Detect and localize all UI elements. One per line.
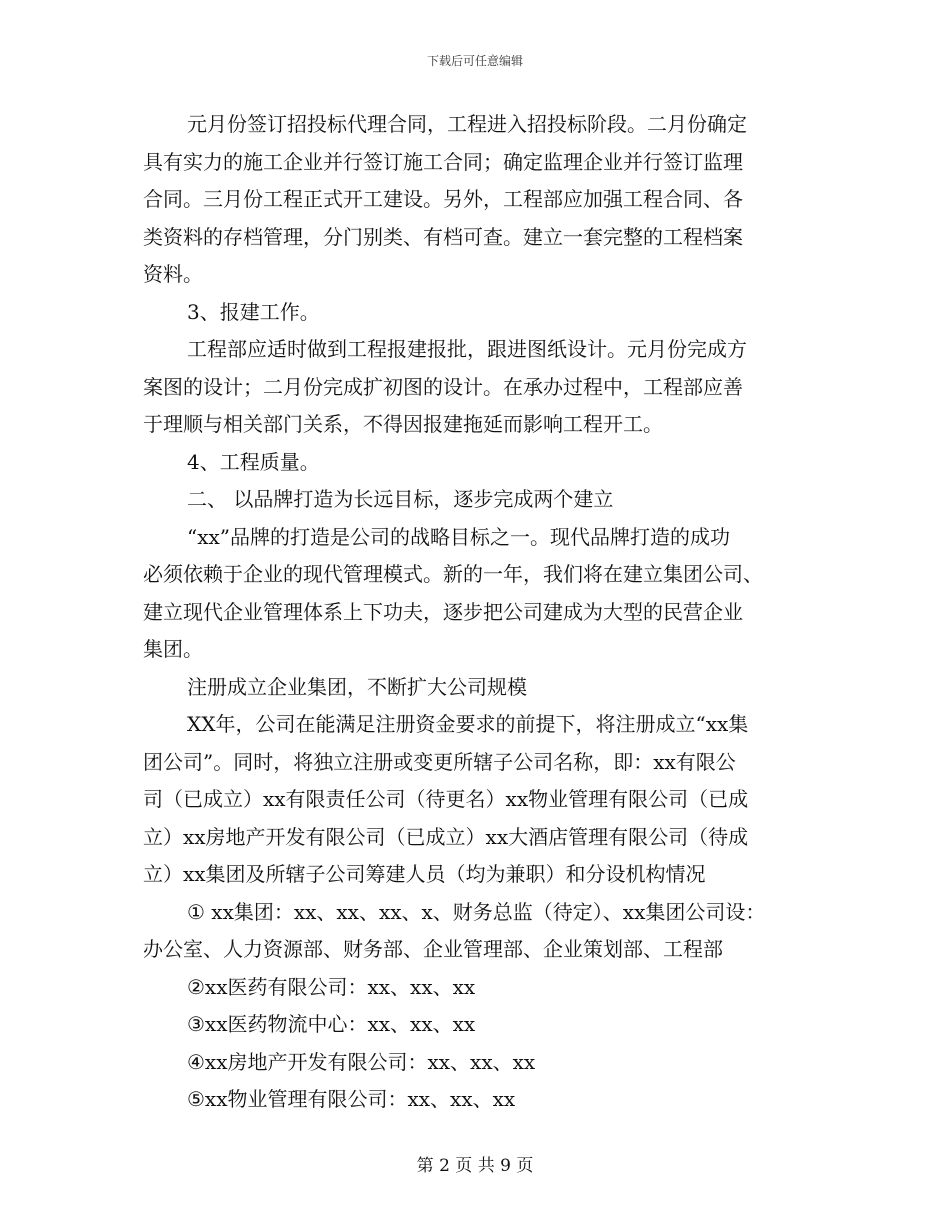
text-line: 于理顺与相关部门关系，不得因报建拖延而影响工程开工。 — [143, 412, 663, 436]
text-line: 团公司”。同时，将独立注册或变更所辖子公司名称，即：xx有限公 — [143, 749, 736, 774]
text-line: 工程部应适时做到工程报建报批，跟进图纸设计。元月份完成方 — [187, 337, 747, 361]
text-line: 集团。 — [143, 637, 203, 661]
text-line: 立）xx房地产开发有限公司（已成立）xx大酒店管理有限公司（待成 — [143, 824, 749, 849]
text-line: 建立现代企业管理体系上下功夫，逐步把公司建成为大型的民营企业 — [143, 599, 743, 624]
text-line: 注册成立企业集团，不断扩大公司规模 — [187, 674, 527, 699]
text-line: 司（已成立）xx有限责任公司（待更名）xx物业管理有限公司（已成 — [143, 787, 749, 811]
text-line: ②xx医药有限公司：xx、xx、xx — [187, 974, 476, 999]
text-line: 资料。 — [143, 262, 203, 286]
text-line: 立）xx集团及所辖子公司筹建人员（均为兼职）和分设机构情况 — [143, 862, 706, 886]
text-line: 办公室、人力资源部、财务部、企业管理部、企业策划部、工程部 — [143, 937, 723, 961]
text-line: 案图的设计；二月份完成扩初图的设计。在承办过程中，工程部应善 — [143, 374, 743, 399]
text-line: ④xx房地产开发有限公司：xx、xx、xx — [187, 1049, 536, 1074]
text-line: 合同。三月份工程正式开工建设。另外，工程部应加强工程合同、各 — [143, 187, 743, 211]
text-line: ① xx集团：xx、xx、xx、x、财务总监（待定）、xx集团公司设： — [187, 899, 766, 924]
text-line: ⑤xx物业管理有限公司：xx、xx、xx — [187, 1087, 516, 1111]
text-line: 必须依赖于企业的现代管理模式。新的一年，我们将在建立集团公司、 — [143, 562, 763, 586]
text-line: 类资料的存档管理，分门别类、有档可查。建立一套完整的工程档案 — [143, 224, 743, 249]
text-line: XX年，公司在能满足注册资金要求的前提下，将注册成立“xx集 — [187, 712, 749, 736]
text-line: 4、工程质量。 — [187, 449, 320, 474]
document-body — [143, 106, 823, 1119]
text-line: “xx”品牌的打造是公司的战略目标之一。现代品牌打造的成功 — [187, 524, 731, 549]
text-line: 3、报建工作。 — [187, 299, 320, 324]
page-header-note: 下载后可任意编辑 — [426, 54, 523, 68]
page-number-footer: 第 2 页 共 9 页 — [416, 1156, 534, 1176]
text-line: 具有实力的施工企业并行签订施工合同；确定监理企业并行签订监理 — [143, 149, 743, 174]
text-line: ③xx医药物流中心：xx、xx、xx — [187, 1012, 476, 1036]
text-line: 元月份签订招投标代理合同，工程进入招投标阶段。二月份确定 — [187, 112, 747, 136]
text-line: 二、 以品牌打造为长远目标，逐步完成两个建立 — [187, 487, 614, 511]
